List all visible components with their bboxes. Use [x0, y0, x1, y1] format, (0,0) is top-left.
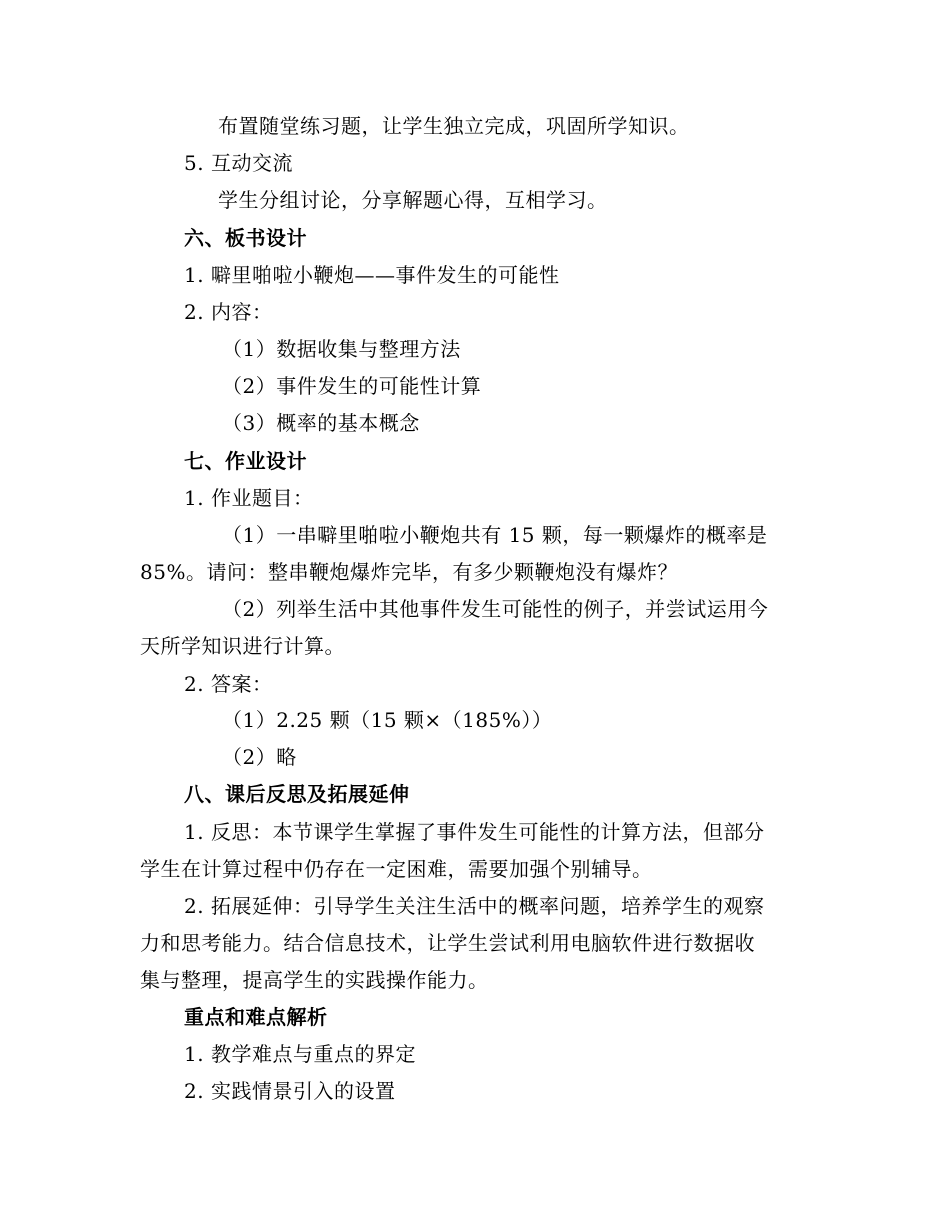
answer-1: （1）2.25 颗（15 颗×（185%））	[222, 708, 553, 732]
section-6-heading: 六、板书设计	[184, 226, 307, 250]
question-1-line-2: 85%。请问：整串鞭炮爆炸完毕，有多少颗鞭炮没有爆炸？	[140, 560, 678, 584]
key-points-heading: 重点和难点解析	[184, 1005, 328, 1029]
section-6-sub-1: （1）数据收集与整理方法	[222, 337, 461, 361]
section-8-heading: 八、课后反思及拓展延伸	[184, 782, 410, 806]
section-7-item-2: 2. 答案：	[184, 672, 273, 696]
reflection-line-1: 1. 反思：本节课学生掌握了事件发生可能性的计算方法，但部分	[184, 820, 765, 844]
key-points-item-2: 2. 实践情景引入的设置	[184, 1079, 396, 1103]
section-6-sub-2: （2）事件发生的可能性计算	[222, 374, 482, 398]
key-points-item-1: 1. 教学难点与重点的界定	[184, 1042, 416, 1066]
reflection-line-2: 学生在计算过程中仍存在一定困难，需要加强个别辅导。	[140, 857, 653, 881]
section-6-item-1: 1. 噼里啪啦小鞭炮——事件发生的可能性	[184, 263, 560, 287]
extension-line-1: 2. 拓展延伸：引导学生关注生活中的概率问题，培养学生的观察	[184, 894, 765, 918]
question-1-line-1: （1）一串噼里啪啦小鞭炮共有 15 颗，每一颗爆炸的概率是	[222, 523, 768, 547]
section-6-item-2: 2. 内容：	[184, 300, 273, 324]
section-7-item-1: 1. 作业题目：	[184, 486, 314, 510]
question-2-line-2: 天所学知识进行计算。	[140, 634, 345, 658]
section-7-heading: 七、作业设计	[184, 449, 307, 473]
question-2-line-1: （2）列举生活中其他事件发生可能性的例子，并尝试运用今	[222, 597, 769, 621]
item-5-title: 5. 互动交流	[184, 151, 293, 175]
extension-line-2: 力和思考能力。结合信息技术，让学生尝试利用电脑软件进行数据收	[140, 931, 755, 955]
answer-2: （2）略	[222, 745, 297, 769]
extension-line-3: 集与整理，提高学生的实践操作能力。	[140, 968, 489, 992]
item-5-text: 学生分组讨论，分享解题心得，互相学习。	[218, 188, 608, 212]
section-6-sub-3: （3）概率的基本概念	[222, 411, 420, 435]
practice-text: 布置随堂练习题，让学生独立完成，巩固所学知识。	[218, 114, 690, 138]
